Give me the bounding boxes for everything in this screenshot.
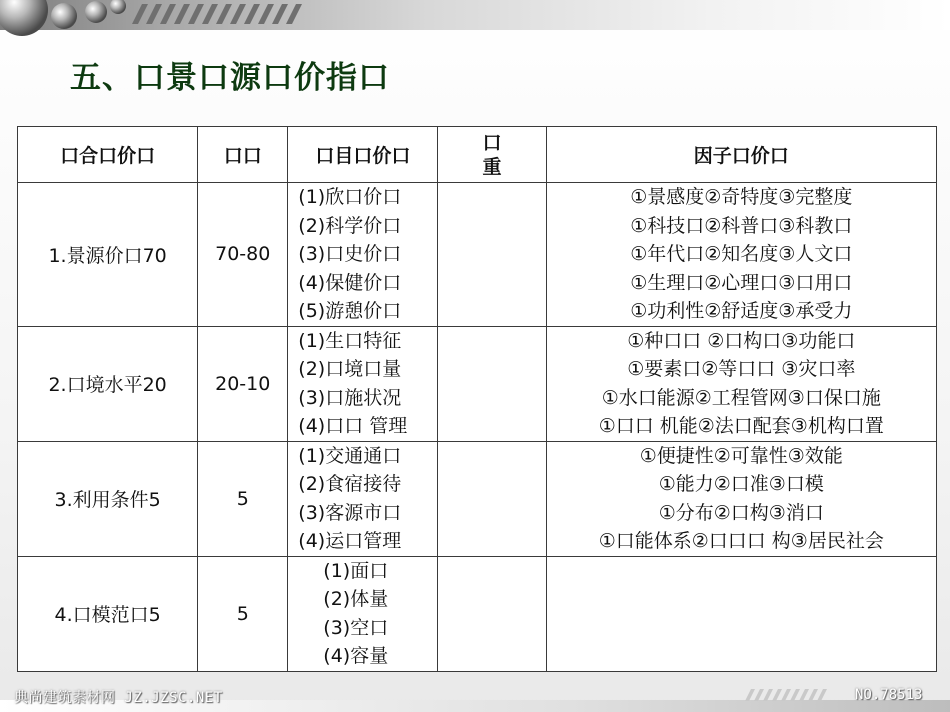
header-factor-evaluation: 因子口价口 (546, 127, 936, 183)
footer-watermark: 典尚建筑素材网 JZ.JZSC.NET (14, 690, 223, 706)
item: (5)游憩价口 (298, 300, 402, 322)
row-items (288, 556, 438, 671)
item: (1)生口特征 (298, 329, 402, 352)
item: (4)保健价口 (298, 271, 402, 294)
table-row (18, 441, 937, 556)
row-items (288, 183, 438, 327)
header-item-evaluation: 口目口价口 (288, 127, 438, 183)
factor: ①科技口②科普口③科教口 (630, 214, 853, 237)
header-composite-evaluation: 口合口价口 (18, 127, 198, 183)
footer-id: NO.78513 (855, 687, 923, 703)
header-weight (438, 127, 546, 183)
row-category: 4.口模范口5 (18, 556, 198, 671)
row-factors (546, 183, 936, 327)
item: (3)口施状况 (298, 386, 402, 409)
row-weight (438, 326, 546, 441)
item: (2)口境口量 (298, 358, 402, 380)
evaluation-table (17, 126, 937, 672)
item: (3)客源市口 (298, 501, 402, 524)
item: (4)容量 (323, 645, 389, 667)
header-weight-line2: 重 (482, 155, 502, 178)
factor: ①要素口②等口口 ③灾口率 (627, 358, 856, 380)
table-row (18, 183, 937, 327)
row-weight (438, 556, 546, 671)
factor: ①生理口②心理口③口用口 (630, 271, 853, 294)
item: (1)面口 (323, 559, 389, 582)
factor: ①分布②口构③消口 (658, 501, 824, 524)
table-row (18, 556, 937, 671)
row-score: 20-10 (198, 326, 288, 441)
factor: ①种口口 ②口构口③功能口 (627, 329, 856, 352)
row-score: 5 (198, 556, 288, 671)
row-weight (438, 441, 546, 556)
factor: ①能力②口准③口模 (658, 473, 824, 495)
item: (2)科学价口 (298, 214, 402, 237)
row-factors (546, 441, 936, 556)
row-items (288, 441, 438, 556)
factor: ①口口 机能②法口配套③机构口置 (598, 415, 884, 437)
row-category: 2.口境水平20 (18, 326, 198, 441)
header-score: 口口 (198, 127, 288, 183)
factor: ①便捷性②可靠性③效能 (639, 444, 843, 467)
row-score: 70-80 (198, 183, 288, 327)
row-category: 1.景源价口70 (18, 183, 198, 327)
header-weight-line1: 口 (482, 131, 502, 154)
row-factors (546, 326, 936, 441)
table-header-row (18, 127, 937, 183)
factor: ①景感度②奇特度③完整度 (630, 186, 853, 208)
sphere-decoration-icon (0, 0, 140, 60)
row-factors (546, 556, 936, 671)
factor: ①口能体系②口口口 构③居民社会 (598, 530, 884, 552)
page-title: 五、口景口源口价指口 (70, 60, 390, 96)
factor: ①功利性②舒适度③承受力 (630, 300, 853, 322)
item: (1)欣口价口 (298, 186, 402, 208)
factor: ①年代口②知名度③人文口 (630, 243, 853, 265)
row-weight (438, 183, 546, 327)
bottom-chevron-strip-icon (745, 688, 845, 702)
table-row (18, 326, 937, 441)
item: (2)食宿接待 (298, 473, 402, 495)
item: (3)空口 (323, 616, 389, 639)
item: (4)口口 管理 (298, 415, 408, 437)
item: (1)交通通口 (298, 444, 402, 467)
factor: ①水口能源②工程管网③口保口施 (601, 386, 881, 409)
row-score: 5 (198, 441, 288, 556)
item: (3)口史价口 (298, 243, 402, 265)
row-category: 3.利用条件5 (18, 441, 198, 556)
chevron-strip-icon (132, 2, 312, 26)
item: (2)体量 (323, 588, 389, 610)
row-items (288, 326, 438, 441)
item: (4)运口管理 (298, 530, 402, 552)
